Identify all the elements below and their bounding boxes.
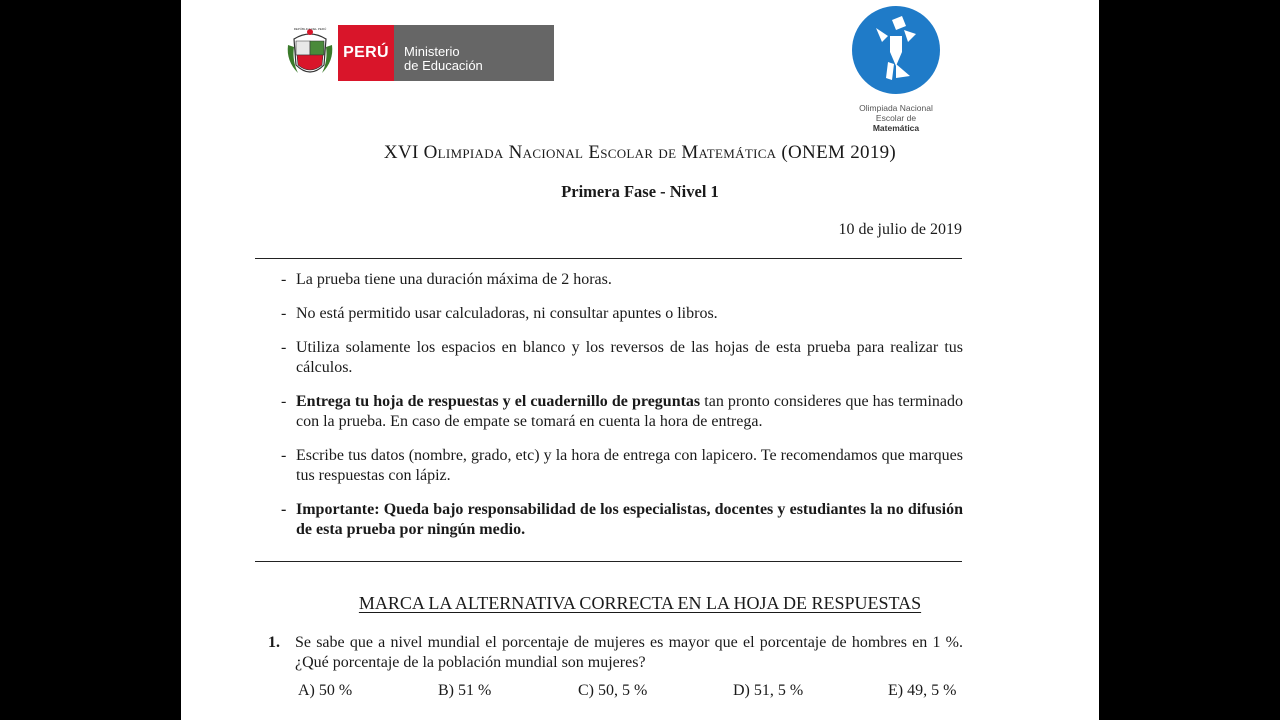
instruction-item [281,446,963,486]
option-b: B) 51 % [438,682,492,699]
instruction-item [281,270,963,290]
document-page [181,0,1099,720]
instruction-text: Escribe tus datos (nombre, grado, etc) y la hora de entrega con lapicero. Te recomendamos que marques tus respuestas con lápiz. [296,447,963,484]
peru-label: PERÚ [338,25,394,81]
answer-options [295,681,963,703]
onem-line-2: Escolar de [875,113,917,123]
instruction-item-important [281,500,963,540]
onem-line-3-text: Matemática [872,123,920,133]
ministry-logo [286,25,554,81]
instruction-item [281,392,963,432]
onem-tangram-icon [852,6,940,94]
question-number: 1. [268,634,280,651]
document-subtitle: Primera Fase - Nivel 1 [561,182,719,201]
peru-coat-of-arms-icon [286,25,334,81]
question-text: Se sabe que a nivel mundial el porcentaje de mujeres es mayor que el porcentaje de hombres en 1 %. ¿Qué porcentaje de la población mundial son mujeres? [295,634,963,671]
list-dash: - [281,339,287,356]
instruction-item [281,338,963,378]
instructions-list [281,270,963,554]
onem-line-1: Olimpiada Nacional [859,103,933,113]
document-title-text: XVI Olimpiada Nacional Escolar de Matemática (ONEM 2019) [383,142,897,163]
option-d: D) 51, 5 % [733,682,804,699]
document-date: 10 de julio de 2019 [838,221,962,238]
list-dash: - [281,305,287,322]
document-title [181,142,1099,164]
question-1 [268,633,963,699]
crest-text: REPÚBLICA DEL PERÚ [293,27,327,31]
instruction-text: tan pronto consideres que has terminado con la prueba. En caso de empate se tomará en cuenta la hora de entrega. [296,393,963,430]
ministry-name [394,25,554,81]
instruction-text: No está permitido usar calculadoras, ni consultar apuntes o libros. [296,305,718,322]
bottom-divider [255,561,962,562]
instruction-text: Importante: Queda bajo responsabilidad de los especialistas, docentes y estudiantes la no difusión de esta prueba por ningún medio. [296,501,963,538]
onem-logo [846,6,946,133]
list-dash: - [281,447,287,464]
option-c: C) 50, 5 % [578,682,648,699]
instruction-item [281,304,963,324]
section-heading: MARCA LA ALTERNATIVA CORRECTA EN LA HOJA DE RESPUESTAS [358,593,922,613]
instruction-text: Utiliza solamente los espacios en blanco y los reversos de las hojas de esta prueba para realizar tus cálculos. [296,339,963,376]
list-dash: - [281,393,287,410]
ministry-line-1: Ministerio [404,44,460,59]
onem-name [846,103,946,133]
onem-line-3 [846,123,946,133]
instruction-text: La prueba tiene una duración máxima de 2 horas. [296,271,612,288]
list-dash: - [281,501,287,518]
instruction-bold-text: Entrega tu hoja de respuestas y el cuadernillo de preguntas [296,393,701,410]
option-e: E) 49, 5 % [888,682,957,699]
ministry-line-2: de Educación [404,58,483,73]
option-a: A) 50 % [298,682,353,699]
top-divider [255,258,962,259]
list-dash: - [281,271,287,288]
